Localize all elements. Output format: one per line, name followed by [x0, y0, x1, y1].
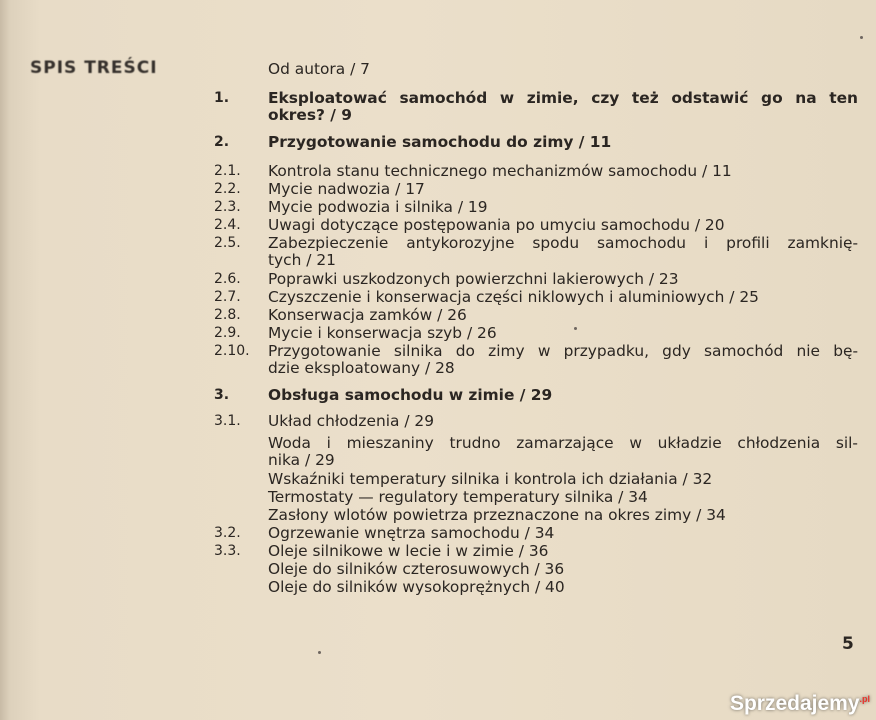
- toc-entry-text: [268, 199, 858, 216]
- toc-entry-line: Woda i mieszaniny trudno zamarzające w układzie chłodzenia sil-: [268, 434, 858, 452]
- toc-entry-line: dzie eksploatowany / 28: [268, 359, 455, 377]
- toc-entry-text: [268, 61, 858, 78]
- toc-entry-line: Ogrzewanie wnętrza samochodu / 34: [268, 524, 555, 542]
- paper-speck: [574, 327, 577, 330]
- toc-entry-text: [268, 271, 858, 288]
- toc-entry-line: Oleje do silników wysokoprężnych / 40: [268, 578, 565, 596]
- toc-entry-line: nika / 29: [268, 451, 335, 469]
- toc-entry-text: [268, 325, 858, 342]
- toc-entry-text: [268, 543, 858, 560]
- page-heading: SPIS TREŚCI: [30, 58, 158, 78]
- toc-entry-line: Zabezpieczenie antykorozyjne spodu samochodu i profili zamknię-: [268, 234, 858, 252]
- toc-entry-text: [268, 181, 858, 198]
- watermark-logo: [730, 692, 870, 716]
- toc-entry-text: [268, 289, 858, 306]
- toc-entry-line: Obsługa samochodu w zimie / 29: [268, 386, 553, 404]
- toc-entry-text: [268, 525, 858, 542]
- toc-entry-text: [268, 387, 858, 404]
- toc-entry-text: [268, 134, 858, 151]
- toc-entry-line: Mycie podwozia i silnika / 19: [268, 198, 488, 216]
- toc-entry-number: 3.3.: [214, 543, 241, 559]
- toc-entry-number: 2.2.: [214, 181, 241, 197]
- toc-entry-line: Eksploatować samochód w zimie, czy też odstawić go na ten: [268, 89, 858, 107]
- toc-entry-line: Oleje do silników czterosuwowych / 36: [268, 560, 565, 578]
- toc-entry-text: [268, 489, 858, 506]
- watermark-suffix: .pl: [859, 694, 870, 704]
- toc-entry-text: [268, 471, 858, 488]
- toc-entry-number: 2.8.: [214, 307, 241, 323]
- toc-entry-number: 2.6.: [214, 271, 241, 287]
- toc-entry-number: 2.3.: [214, 199, 241, 215]
- toc-entry-text: [268, 163, 858, 180]
- toc-entry-line: Mycie nadwozia / 17: [268, 180, 425, 198]
- toc-entry-number: 2.4.: [214, 217, 241, 233]
- toc-entry-number: 3.1.: [214, 413, 241, 429]
- toc-entry-number: 2.9.: [214, 325, 241, 341]
- toc-entry-text: [268, 343, 858, 377]
- toc-entry-text: [268, 413, 858, 430]
- paper-speck: [318, 651, 321, 654]
- toc-entry-line: Przygotowanie silnika do zimy w przypadku, gdy samochód nie bę-: [268, 342, 858, 360]
- toc-entry-number: 1.: [214, 90, 230, 106]
- toc-entry-text: [268, 235, 858, 269]
- toc-entry-line: Konserwacja zamków / 26: [268, 306, 467, 324]
- toc-entry-text: [268, 579, 858, 596]
- toc-entry-number: 2.1.: [214, 163, 241, 179]
- toc-entry-number: 2.10.: [214, 343, 250, 359]
- toc-entry-line: Od autora / 7: [268, 60, 370, 78]
- toc-entry-text: [268, 435, 858, 469]
- toc-entry-line: Kontrola stanu technicznego mechanizmów samochodu / 11: [268, 162, 732, 180]
- toc-entry-line: okres? / 9: [268, 106, 352, 124]
- toc-entry-text: [268, 217, 858, 234]
- toc-entry-line: Uwagi dotyczące postępowania po umyciu samochodu / 20: [268, 216, 725, 234]
- toc-entry-number: 2.5.: [214, 235, 241, 251]
- toc-entry-number: 3.2.: [214, 525, 241, 541]
- toc-entry-text: [268, 90, 858, 124]
- toc-entry-number: 2.7.: [214, 289, 241, 305]
- toc-entry-number: 3.: [214, 387, 230, 403]
- toc-entry-line: Przygotowanie samochodu do zimy / 11: [268, 133, 612, 151]
- toc-entry-line: Poprawki uszkodzonych powierzchni lakierowych / 23: [268, 270, 679, 288]
- toc-entry-number: 2.: [214, 134, 230, 150]
- toc-entry-line: Termostaty — regulatory temperatury silnika / 34: [268, 488, 648, 506]
- paper-speck: [860, 36, 863, 39]
- toc-entry-line: Wskaźniki temperatury silnika i kontrola ich działania / 32: [268, 470, 713, 488]
- toc-entry-line: Czyszczenie i konserwacja części niklowych i aluminiowych / 25: [268, 288, 759, 306]
- toc-entry-line: Zasłony wlotów powietrza przeznaczone na okres zimy / 34: [268, 506, 726, 524]
- toc-entry-line: Układ chłodzenia / 29: [268, 412, 434, 430]
- toc-entry-line: Oleje silnikowe w lecie i w zimie / 36: [268, 542, 549, 560]
- page-number: 5: [842, 634, 854, 654]
- toc-entry-text: [268, 561, 858, 578]
- toc-entry-line: Mycie i konserwacja szyb / 26: [268, 324, 497, 342]
- toc-entry-text: [268, 307, 858, 324]
- watermark-text: Sprzedajemy: [729, 692, 860, 715]
- toc-entry-line: tych / 21: [268, 251, 336, 269]
- toc-entry-text: [268, 507, 858, 524]
